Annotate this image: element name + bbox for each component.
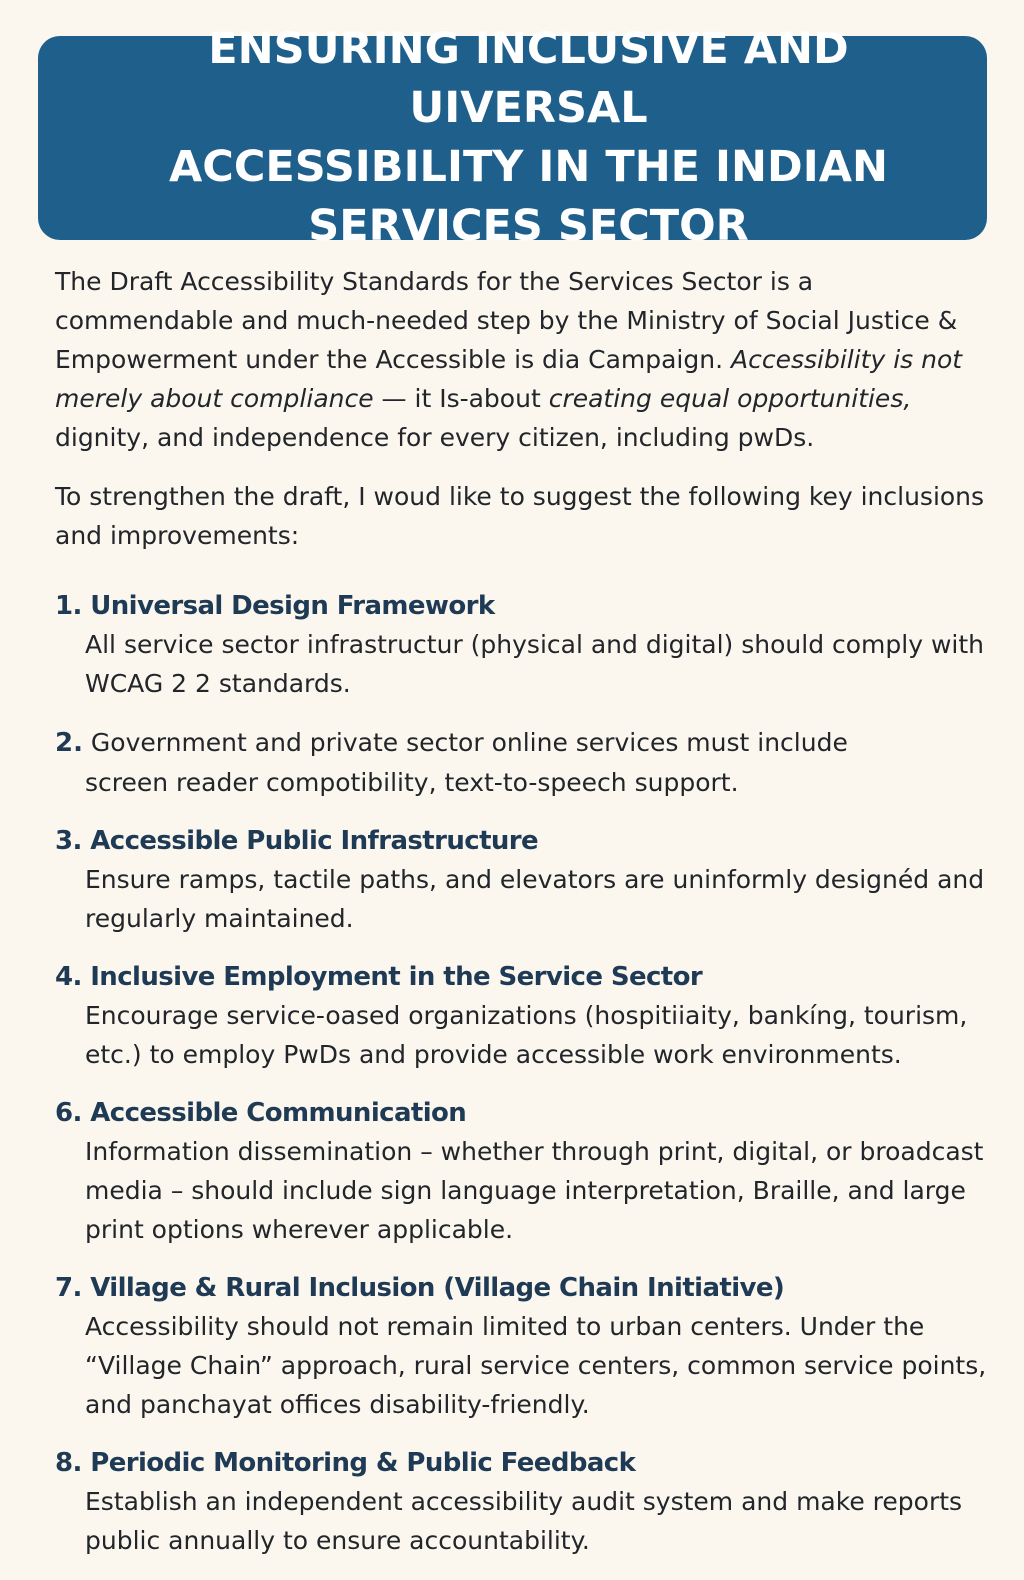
item-heading-text: Periodic Monitoring & Public Feedback (90, 1448, 636, 1478)
title-banner (38, 24, 987, 251)
item-number: 4. (55, 962, 82, 992)
item-inline-text (55, 723, 990, 802)
document-body (55, 262, 990, 1580)
item-first-line: Government and private sector online services must include (90, 728, 848, 757)
item-body: Encourage service-oased organizations (hospitiiaity, bankíng, tourism, etc.) to employ PwDs and provide accessible work environments. (85, 1001, 968, 1069)
intro-emphasis-1: Accessibility is not merely about compliance (55, 345, 963, 413)
title-line-2: ACCESSIBILITY IN THE INDIAN (169, 142, 888, 192)
intro-text-3: dignity, and independence for every citizen, including pwDs. (55, 423, 815, 452)
item-body: Accessibility should not remain limited to urban centers. Under the “Village Chain” approach, rural service centers, common service points, and panchayat offices disability-friendly. (85, 1312, 987, 1419)
item-heading-text: Inclusive Employment in the Service Sector (90, 962, 703, 992)
item-heading (55, 1444, 990, 1482)
item-body: Ensure ramps, tactile paths, and elevators are uninformly designéd and regularly maintained. (85, 865, 985, 933)
list-item (55, 958, 990, 1074)
item-heading-text: Universal Design Framework (90, 591, 495, 621)
item-number: 8. (55, 1448, 82, 1478)
item-continuation: screen reader compotibility, text-to-speech support. (85, 768, 739, 797)
item-number: 7. (55, 1273, 82, 1303)
list-item (55, 1269, 990, 1424)
lead-in-paragraph: To strengthen the draft, I woud like to suggest the following key inclusions and improvements: (55, 482, 985, 550)
document-title (98, 20, 959, 256)
title-line-3: SERVICES SECTOR (308, 201, 749, 251)
list-item (55, 723, 990, 802)
list-item (55, 822, 990, 938)
intro-paragraph (55, 262, 990, 457)
item-heading (55, 958, 990, 996)
intro-emphasis-2: creating equal opportunities, (548, 384, 912, 413)
item-body: Information dissemination – whether through print, digital, or broadcast media – should include sign language interpretation, Braille, and large print options wherever applicable. (85, 1137, 984, 1244)
title-line-1: ENSURING INCLUSIVE AND UIVERSAL (208, 24, 849, 133)
item-heading-text: Accessible Public Infrastructure (90, 826, 539, 856)
item-heading (55, 1094, 990, 1132)
item-heading (55, 822, 990, 860)
item-heading-text: Village & Rural Inclusion (Village Chain Initiative) (90, 1273, 785, 1303)
item-heading (55, 587, 990, 625)
item-number: 1. (55, 591, 82, 621)
item-heading-text: Accessible Communication (90, 1098, 467, 1128)
item-heading (55, 1269, 990, 1307)
intro-text-2: — it Is-about (373, 384, 549, 413)
list-item (55, 1094, 990, 1249)
item-number: 2. (55, 728, 83, 758)
item-number: 6. (55, 1098, 82, 1128)
intro-text-1: The Draft Accessibility Standards for the Services Sector is a commendable and much-needed step by the Ministry of Social Justice & Empowerment under the Accessible is dia Campaign. (55, 267, 958, 374)
list-item (55, 587, 990, 703)
item-number: 3. (55, 826, 82, 856)
item-body: All service sector infrastructur (physical and digital) should comply with WCAG 2 2 standards. (85, 630, 984, 698)
suggestion-list (55, 587, 990, 1560)
list-item (55, 1444, 990, 1560)
item-body: Establish an independent accessibility audit system and make reports public annually to ensure accountability. (85, 1487, 963, 1555)
